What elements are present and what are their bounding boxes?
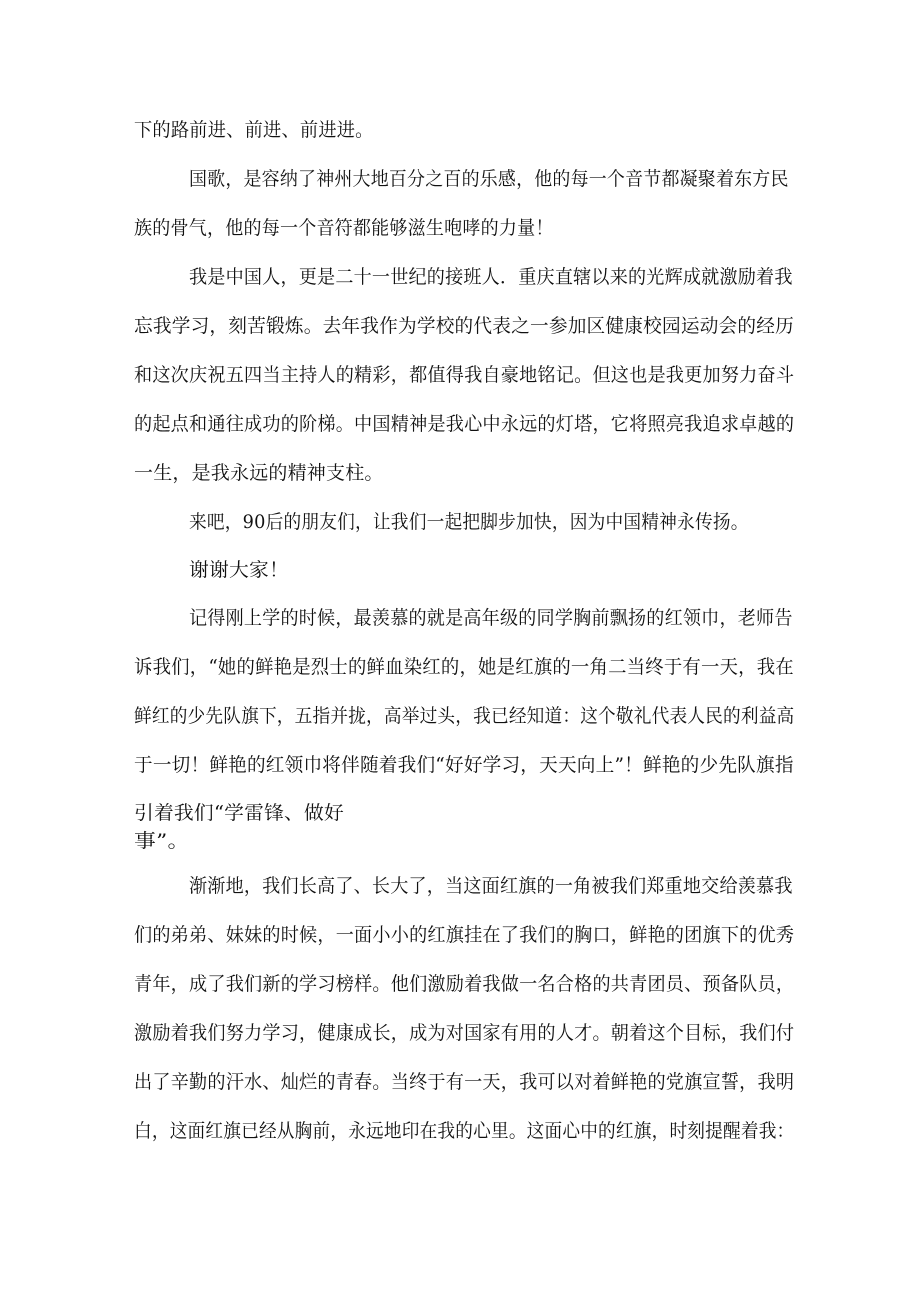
text-line: 和这次庆祝五四当主持人的精彩，都值得我自豪地铭记。但这也是我更加努力奋斗 bbox=[134, 364, 795, 386]
text-line: 白，这面红旗已经从胸前，永远地印在我的心里。这面心中的红旗，时刻提醒着我： bbox=[134, 1120, 795, 1142]
text-line: 渐渐地，我们长高了、长大了，当这面红旗的一角被我们郑重地交给羡慕我 bbox=[189, 875, 793, 897]
text-line: 们的弟弟、妹妹的时候，一面小小的红旗挂在了我们的胸口，鲜艳的团旗下的优秀 bbox=[134, 924, 795, 946]
text-line: 出了辛勤的汗水、灿烂的青春。当终于有一天，我可以对着鲜艳的党旗宣誓，我明 bbox=[134, 1071, 795, 1093]
text-line: 下的路前进、前进、前进进。 bbox=[134, 119, 374, 141]
text-line: 族的骨气，他的每一个音符都能够滋生咆哮的力量！ bbox=[134, 217, 554, 239]
text-line: 我是中国人，更是二十一世纪的接班人．重庆直辖以来的光辉成就激励着我 bbox=[189, 266, 793, 288]
text-line: 一生，是我永远的精神支柱。 bbox=[134, 462, 384, 484]
text-line: 国歌，是容纳了神州大地百分之百的乐感，他的每一个音节都凝聚着东方民 bbox=[189, 168, 789, 190]
text-line: 于一切！鲜艳的红领巾将伴随着我们“好好学习，天天向上”！鲜艳的少先队旗指 bbox=[134, 754, 794, 776]
text-line: 青年，成了我们新的学习榜样。他们激励着我做一名合格的共青团员、预备队员， bbox=[134, 973, 795, 995]
text-line: 谢谢大家！ bbox=[189, 559, 290, 581]
text-line: 忘我学习，刻苦锻炼。去年我作为学校的代表之一参加区健康校园运动会的经历 bbox=[134, 315, 794, 337]
text-line: 鲜红的少先队旗下，五指并拢，高举过头，我已经知道：这个敬礼代表人民的利益高 bbox=[134, 705, 795, 727]
text-line: 激励着我们努力学习，健康成长，成为对国家有用的人才。朝着这个目标，我们付 bbox=[134, 1022, 795, 1044]
text-line: 引着我们“学雷锋、做好 bbox=[134, 802, 344, 824]
text-line: 的起点和通往成功的阶梯。中国精神是我心中永远的灯塔，它将照亮我追求卓越的 bbox=[134, 413, 795, 435]
text-line: 诉我们，“她的鲜艳是烈士的鲜血染红的，她是红旗的一角二当终于有一天，我在 bbox=[134, 656, 794, 678]
text-line: 记得刚上学的时候，最羡慕的就是高年级的同学胸前飘扬的红领巾，老师告 bbox=[189, 607, 793, 629]
text-line: 来吧，90后的朋友们，让我们一起把脚步加快，因为中国精神永传扬。 bbox=[189, 511, 749, 533]
text-line: 事”。 bbox=[134, 830, 190, 852]
